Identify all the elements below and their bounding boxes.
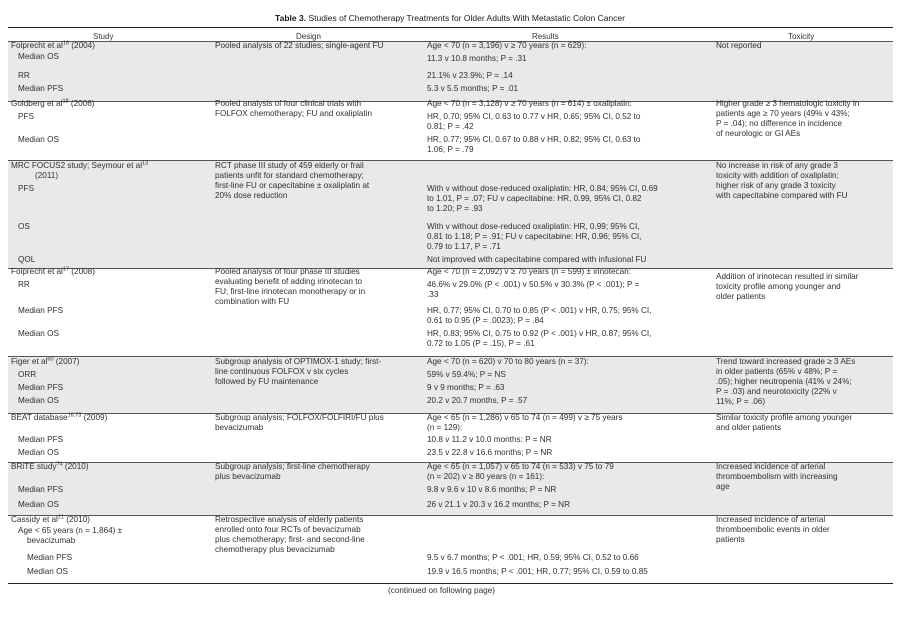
study-cell-line bbox=[11, 462, 89, 473]
toxicity-text: higher risk of any grade 3 toxicity bbox=[716, 181, 836, 190]
design-cell-line bbox=[215, 191, 287, 202]
results-text: 19.9 v 16.5 months; P < .001; HR, 0.77; 95% CI, 0.59 to 0.85 bbox=[427, 567, 648, 576]
results-text: 5.3 v 5.5 months; P = .01 bbox=[427, 84, 519, 93]
study-text: ORR bbox=[18, 370, 37, 379]
toxicity-cell-line bbox=[716, 292, 765, 303]
results-text: 0.61 to 0.95 (P = .0023); P = .84 bbox=[427, 316, 544, 325]
toxicity-text: Addition of irinotecan resulted in similar bbox=[716, 272, 859, 281]
toxicity-text: Increased incidence of arterial bbox=[716, 515, 826, 524]
toxicity-text: No increase in risk of any grade 3 bbox=[716, 161, 838, 170]
results-text: Not improved with capecitabine compared with infusional FU bbox=[427, 255, 647, 264]
toxicity-text: with capecitabine compared with FU bbox=[716, 191, 848, 200]
results-cell-line bbox=[427, 383, 504, 394]
study-text: RR bbox=[18, 71, 30, 80]
design-text: FOLFOX chemotherapy; FU and oxaliplatin bbox=[215, 109, 372, 118]
results-cell-line bbox=[427, 370, 506, 381]
results-cell-line bbox=[427, 567, 648, 578]
toxicity-text: P = .03) and neurotoxicity (22% v bbox=[716, 387, 837, 396]
study-text: Median OS bbox=[18, 500, 59, 509]
study-cell-line bbox=[18, 329, 59, 340]
results-cell-line bbox=[427, 267, 631, 278]
table-label: Table 3. bbox=[275, 13, 307, 23]
study-cell-line bbox=[18, 280, 30, 291]
reference-superscript: 13 bbox=[142, 160, 149, 167]
results-cell-line bbox=[427, 99, 632, 110]
results-text: 20.2 v 20.7 months, P = .57 bbox=[427, 396, 528, 405]
study-text: Median PFS bbox=[18, 306, 64, 315]
study-cell-line bbox=[18, 52, 59, 63]
study-text: Median PFS bbox=[18, 84, 64, 93]
results-cell-line bbox=[427, 41, 586, 52]
results-text: 0.72 to 1.05 (P = .15), P = .61 bbox=[427, 339, 535, 348]
results-text: With v without dose-reduced oxaliplatin: HR, 0.99; 95% CI, bbox=[427, 222, 640, 231]
results-text: Age < 70 (n = 2,092) v ≥ 70 years (n = 599) ± irinotecan: bbox=[427, 267, 632, 276]
results-text: HR, 0.70; 95% CI, 0.63 to 0.77 v HR, 0.65; 95% CI, 0.52 to bbox=[427, 112, 641, 121]
design-text: plus bevacizumab bbox=[215, 472, 281, 481]
study-cell-line bbox=[18, 184, 34, 195]
design-text: Retrospective analysis of elderly patients bbox=[215, 515, 364, 524]
study-text: Median OS bbox=[18, 52, 59, 61]
results-text: (n = 202) v ≥ 80 years (n = 161): bbox=[427, 472, 545, 481]
toxicity-text: of neurologic or GI AEs bbox=[716, 129, 801, 138]
study-cell-line bbox=[27, 536, 75, 547]
toxicity-text: .05); higher neutropenia (41% v 24%; bbox=[716, 377, 852, 386]
results-text: 59% v 59.4%; P = NS bbox=[427, 370, 506, 379]
toxicity-text: and older patients bbox=[716, 423, 782, 432]
study-cell-line bbox=[18, 306, 63, 317]
table-title: Studies of Chemotherapy Treatments for Older Adults With Metastatic Colon Cancer bbox=[308, 13, 625, 23]
results-cell-line bbox=[427, 396, 527, 407]
study-text: BRiTE study bbox=[11, 462, 57, 471]
results-text: 9.5 v 6.7 months; P < .001; HR, 0.59; 95% CI, 0.52 to 0.66 bbox=[427, 553, 639, 562]
toxicity-cell-line bbox=[716, 397, 765, 408]
results-cell-line bbox=[427, 448, 552, 459]
results-text: HR, 0.77; 95% CI, 0.70 to 0.85 (P < .001) v HR, 0.75; 95% CI, bbox=[427, 306, 652, 315]
study-cell-line bbox=[11, 161, 148, 172]
study-text: BEAT database bbox=[11, 413, 68, 422]
results-text: 0.79 to 1.17, P = .71 bbox=[427, 242, 501, 251]
design-cell-line bbox=[215, 41, 383, 52]
design-text: FU; first-line irinotecan monotherapy or in bbox=[215, 287, 366, 296]
design-cell-line bbox=[215, 377, 318, 388]
toxicity-text: toxicity profile among younger and bbox=[716, 282, 841, 291]
header-study: Study bbox=[93, 32, 114, 41]
toxicity-text: in older patients (65% v 48%; P = bbox=[716, 367, 838, 376]
study-text: (2011) bbox=[35, 171, 59, 180]
study-year: (2007) bbox=[53, 357, 80, 366]
toxicity-cell-line bbox=[716, 472, 838, 483]
table-caption bbox=[0, 13, 900, 23]
results-cell-line bbox=[427, 242, 501, 253]
study-cell-line bbox=[11, 515, 90, 526]
header-results: Results bbox=[532, 32, 559, 41]
results-text: HR, 0.83; 95% CI, 0.75 to 0.92 (P < .001) v HR, 0.87; 95% CI, bbox=[427, 329, 652, 338]
study-text: bevacizumab bbox=[27, 536, 76, 545]
study-cell-line bbox=[27, 567, 68, 578]
results-text: Age < 65 (n = 1,286) v 65 to 74 (n = 499) v ≥ 75 years bbox=[427, 413, 623, 422]
results-cell-line bbox=[427, 84, 518, 95]
results-cell-line bbox=[427, 145, 474, 156]
toxicity-cell-line bbox=[716, 41, 762, 52]
study-text: Median PFS bbox=[18, 485, 64, 494]
results-cell-line bbox=[427, 290, 438, 301]
study-year: (2010) bbox=[62, 462, 89, 471]
study-cell-line bbox=[11, 99, 95, 110]
toxicity-text: toxicity with addition of oxaliplatin; bbox=[716, 171, 839, 180]
reference-superscript: 21 bbox=[57, 514, 64, 521]
design-text: Subgroup analysis of OPTIMOX-1 study; first- bbox=[215, 357, 382, 366]
study-text: Median OS bbox=[18, 396, 59, 405]
toxicity-text: patients age ≥ 70 years (49% v 43%; bbox=[716, 109, 850, 118]
design-cell-line bbox=[215, 472, 281, 483]
results-text: 9 v 9 months; P = .63 bbox=[427, 383, 505, 392]
reference-superscript: 74 bbox=[56, 461, 63, 468]
reference-superscript: 16 bbox=[62, 40, 70, 47]
study-text: Median OS bbox=[27, 567, 68, 576]
toxicity-cell-line bbox=[716, 535, 745, 546]
results-text: 0.81; P = .42 bbox=[427, 122, 474, 131]
study-cell-line bbox=[18, 255, 35, 266]
toxicity-cell-line bbox=[716, 129, 800, 140]
results-text: 21.1% v 23.9%; P = .14 bbox=[427, 71, 513, 80]
design-text: bevacizumab bbox=[215, 423, 264, 432]
results-text: 10.8 v 11.2 v 10.0 months: P = NR bbox=[427, 435, 552, 444]
design-text: chemotherapy plus bevacizumab bbox=[215, 545, 335, 554]
results-text: HR, 0.77; 95% CI, 0.67 to 0.88 v HR, 0.82; 95% CI, 0.63 to bbox=[427, 135, 641, 144]
study-text: Figer et al bbox=[11, 357, 48, 366]
results-cell-line bbox=[427, 255, 646, 266]
study-cell-line bbox=[18, 71, 30, 82]
toxicity-text: P = .04); no difference in incidence bbox=[716, 119, 843, 128]
study-cell-line bbox=[18, 383, 63, 394]
results-text: 26 v 21.1 v 20.3 v 16.2 months; P = NR bbox=[427, 500, 570, 509]
reference-superscript: 18 bbox=[62, 98, 69, 105]
study-cell-line bbox=[18, 500, 59, 511]
study-text: Median PFS bbox=[18, 435, 64, 444]
header-toxicity: Toxicity bbox=[788, 32, 815, 41]
study-text: PFS bbox=[18, 112, 34, 121]
results-text: 0.81 to 1.18; P = .91; FU v capecitabine: HR, 0.96; 95% CI, bbox=[427, 232, 642, 241]
toxicity-text: thromboembolism with increasing bbox=[716, 472, 838, 481]
results-text: 11.3 v 10.8 months; P = .31 bbox=[427, 54, 527, 63]
study-text: MRC FOCUS2 study; Seymour et al bbox=[11, 161, 143, 170]
results-cell-line bbox=[427, 435, 552, 446]
study-year: (2006) bbox=[68, 99, 95, 108]
results-text: .33 bbox=[427, 290, 439, 299]
study-text: Median PFS bbox=[27, 553, 73, 562]
results-text: 9.8 v 9.6 v 10 v 8.6 months; P = NR bbox=[427, 485, 557, 494]
design-text: 20% dose reduction bbox=[215, 191, 288, 200]
table-bottom-rule bbox=[8, 583, 893, 584]
study-cell-line bbox=[11, 267, 95, 278]
study-text: Median OS bbox=[18, 329, 59, 338]
study-text: Cassidy et al bbox=[11, 515, 58, 524]
study-cell-line bbox=[18, 112, 34, 123]
results-cell-line bbox=[427, 71, 513, 82]
study-cell-line bbox=[18, 435, 63, 446]
toxicity-text: thromboembolic events in older bbox=[716, 525, 830, 534]
results-text: Age < 65 (n = 1,057) v 65 to 74 (n = 533) v 75 to 79 bbox=[427, 462, 614, 471]
study-cell-line bbox=[11, 357, 79, 368]
study-text: Goldberg et al bbox=[11, 99, 63, 108]
toxicity-text: Not reported bbox=[716, 41, 762, 50]
results-text: 1.06; P = .79 bbox=[427, 145, 474, 154]
study-text: Folprecht et al bbox=[11, 41, 63, 50]
results-cell-line bbox=[427, 122, 474, 133]
results-text: Age < 70 (n = 3,196) v ≥ 70 years (n = 629): bbox=[427, 41, 587, 50]
study-year: (2009) bbox=[81, 413, 108, 422]
toxicity-text: 11%; P = .06) bbox=[716, 397, 766, 406]
study-text: RR bbox=[18, 280, 30, 289]
study-text: QOL bbox=[18, 255, 36, 264]
design-text: line continuous FOLFOX v six cycles bbox=[215, 367, 349, 376]
study-text: Median PFS bbox=[18, 383, 64, 392]
results-cell-line bbox=[427, 423, 462, 434]
results-text: 46.6% v 29.0% (P < .001) v 50.5% v 30.3% (P < .001); P = bbox=[427, 280, 640, 289]
toxicity-cell-line bbox=[716, 482, 730, 493]
toxicity-text: patients bbox=[716, 535, 745, 544]
design-text: plus chemotherapy; first- and second-line bbox=[215, 535, 365, 544]
study-text: OS bbox=[18, 222, 30, 231]
toxicity-text: Similar toxicity profile among younger bbox=[716, 413, 853, 422]
study-text: Folprecht et al bbox=[11, 267, 63, 276]
header-top-rule bbox=[8, 27, 893, 28]
study-cell-line bbox=[18, 396, 59, 407]
design-text: followed by FU maintenance bbox=[215, 377, 319, 386]
study-cell-line bbox=[18, 485, 63, 496]
results-cell-line bbox=[427, 54, 527, 65]
results-cell-line bbox=[427, 316, 544, 327]
results-cell-line bbox=[427, 204, 483, 215]
toxicity-text: Higher grade ≥ 3 hematologic toxicity in bbox=[716, 99, 860, 108]
study-cell-line bbox=[18, 370, 36, 381]
design-cell-line bbox=[215, 109, 372, 120]
study-text: Median OS bbox=[18, 135, 59, 144]
design-text: combination with FU bbox=[215, 297, 290, 306]
toxicity-text: Increased incidence of arterial bbox=[716, 462, 826, 471]
design-text: enrolled onto four RCTs of bevacizumab bbox=[215, 525, 361, 534]
study-cell-line bbox=[35, 171, 58, 182]
toxicity-cell-line bbox=[716, 191, 848, 202]
header-design: Design bbox=[296, 32, 321, 41]
study-text: Age < 65 years (n = 1,864) ± bbox=[18, 526, 123, 535]
continued-note: (continued on following page) bbox=[388, 586, 495, 595]
results-text: (n = 129): bbox=[427, 423, 463, 432]
design-cell-line bbox=[215, 423, 263, 434]
design-text: patients unfit for standard chemotherapy; bbox=[215, 171, 364, 180]
toxicity-text: older patients bbox=[716, 292, 766, 301]
results-cell-line bbox=[427, 553, 639, 564]
design-text: Pooled analysis of four phase III studies bbox=[215, 267, 360, 276]
results-text: 23.5 v 22.8 v 16.6 months; P = NR bbox=[427, 448, 553, 457]
results-text: to 1.01, P = .07; FU v capecitabine: HR, 0.99, 95% CI, 0.82 bbox=[427, 194, 642, 203]
design-text: first-line FU or capecitabine ± oxaliplatin at bbox=[215, 181, 370, 190]
study-year: (2010) bbox=[64, 515, 90, 524]
design-text: Subgroup analysis; first-line chemotherapy bbox=[215, 462, 370, 471]
results-text: to 1.20; P = .93 bbox=[427, 204, 483, 213]
design-text: Pooled analysis of four clinical trials with bbox=[215, 99, 362, 108]
study-year: (2004) bbox=[69, 41, 95, 50]
design-text: Pooled analysis of 22 studies; single-agent FU bbox=[215, 41, 384, 50]
study-year: (2008) bbox=[69, 267, 95, 276]
reference-superscript: 16,73 bbox=[67, 412, 82, 419]
design-text: RCT phase III study of 459 elderly or frail bbox=[215, 161, 364, 170]
reference-superscript: 60 bbox=[47, 356, 54, 363]
design-cell-line bbox=[215, 297, 289, 308]
results-text: Age < 70 (n = 620) v 70 to 80 years (n = 37): bbox=[427, 357, 589, 366]
results-cell-line bbox=[427, 357, 589, 368]
results-cell-line bbox=[427, 500, 570, 511]
study-cell-line bbox=[18, 448, 59, 459]
results-cell-line bbox=[427, 472, 544, 483]
study-cell-line bbox=[18, 84, 63, 95]
results-text: With v without dose-reduced oxaliplatin: HR, 0.84; 95% CI, 0.69 bbox=[427, 184, 658, 193]
design-cell-line bbox=[215, 545, 335, 556]
results-text: Age < 70 (n = 3,128) v ≥ 70 years (n = 614) ± oxaliplatin: bbox=[427, 99, 632, 108]
reference-superscript: 17 bbox=[62, 266, 70, 273]
study-cell-line bbox=[11, 413, 107, 424]
toxicity-text: age bbox=[716, 482, 730, 491]
study-cell-line bbox=[11, 41, 95, 52]
toxicity-text: Trend toward increased grade ≥ 3 AEs bbox=[716, 357, 856, 366]
design-text: evaluating benefit of adding irinotecan to bbox=[215, 277, 363, 286]
toxicity-cell-line bbox=[716, 423, 781, 434]
study-cell-line bbox=[18, 135, 59, 146]
study-cell-line bbox=[18, 222, 30, 233]
study-text: Median OS bbox=[18, 448, 59, 457]
results-cell-line bbox=[427, 339, 535, 350]
study-cell-line bbox=[27, 553, 72, 564]
results-cell-line bbox=[427, 485, 556, 496]
design-text: Subgroup analysis; FOLFOX/FOLFIRI/FU plus bbox=[215, 413, 384, 422]
results-cell-line bbox=[427, 280, 639, 291]
study-text: PFS bbox=[18, 184, 34, 193]
